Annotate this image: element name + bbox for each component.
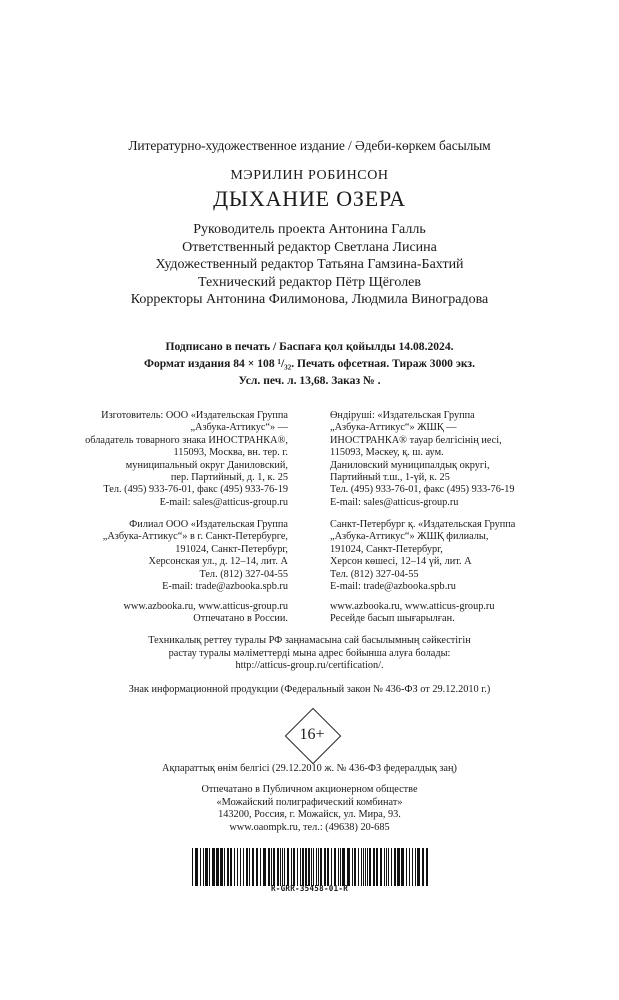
- barcode-bar: [252, 848, 254, 886]
- barcode-bar: [361, 848, 362, 886]
- barcode-bar: [284, 848, 285, 886]
- barcode-bar: [415, 848, 416, 886]
- text-line: ИНОСТРАНКА® тауар белгісінің иесі,: [330, 434, 502, 446]
- barcode-bar: [331, 848, 332, 886]
- barcode-bar: [358, 848, 359, 886]
- age-rating-badge: [285, 708, 339, 762]
- barcode-icon: [192, 848, 428, 886]
- barcode-bar: [369, 848, 371, 886]
- barcode-bar: [373, 848, 375, 886]
- age-rating-label: 16+: [299, 726, 325, 743]
- printer-info: [0, 784, 619, 834]
- printed-in-line: Отпечатано в России.: [193, 613, 288, 625]
- print-info-line: Формат издания 84 × 108 ¹/₃₂. Печать офсетная. Тираж 3000 экз.: [144, 357, 475, 370]
- barcode-bar: [412, 848, 413, 886]
- printed-in-line: Ресейде басып шығарылған.: [330, 613, 455, 625]
- staff-line: Корректоры Антонина Филимонова, Людмила Виноградова: [130, 292, 489, 307]
- text-line: Филиал ООО «Издательская Группа: [129, 519, 288, 530]
- barcode-number: R-GRR-35458-01-R: [270, 884, 349, 893]
- barcode-bar: [338, 848, 339, 886]
- barcode-bar: [224, 848, 225, 886]
- barcode-bar: [234, 848, 235, 886]
- text-line: Отпечатано в Публичном акционерном обществе: [201, 784, 418, 795]
- email-line: E-mail: sales@atticus-group.ru: [159, 496, 288, 508]
- barcode-bar: [246, 848, 248, 886]
- text-line: пер. Партийный, д. 1, к. 25: [170, 472, 288, 484]
- barcode-bar: [291, 848, 292, 886]
- website-line: www.azbooka.ru, www.atticus-group.ru: [123, 601, 288, 612]
- text-line: «Можайский полиграфический комбинат»: [216, 796, 403, 808]
- barcode-bar: [300, 848, 301, 886]
- text-line: „Азбука-Аттикус“» —: [190, 422, 288, 434]
- barcode-bar: [195, 848, 198, 886]
- barcode-bar: [311, 848, 312, 886]
- barcode-bar: [313, 848, 314, 886]
- barcode-bar: [318, 848, 319, 886]
- barcode-bar: [342, 848, 345, 886]
- barcode-bar: [394, 848, 396, 886]
- info-sign-kz: Ақпараттық өнім белгісі (29.12.2010 ж. № 436-ФЗ федералдық заң): [162, 763, 457, 774]
- barcode-bar: [426, 848, 428, 886]
- barcode-bar: [243, 848, 244, 886]
- info-sign-ru: Знак информационной продукции (Федеральный закон № 436-ФЗ от 29.12.2010 г.): [128, 684, 491, 695]
- staff-line: Художественный редактор Татьяна Гамзина-Бахтий: [155, 257, 464, 272]
- barcode-bar: [320, 848, 322, 886]
- barcode-bar: [271, 848, 272, 886]
- text-line: Херсонская ул., д. 12–14, лит. А: [148, 556, 288, 568]
- barcode-bar: [354, 848, 356, 886]
- barcode-bar: [327, 848, 329, 886]
- text-line: Даниловский муниципалдық округі,: [330, 459, 490, 471]
- barcode-bar: [397, 848, 400, 886]
- barcode-bar: [237, 848, 238, 886]
- barcode-bar: [277, 848, 279, 886]
- text-line: 143200, Россия, г. Можайск, ул. Мира, 93.: [218, 809, 401, 821]
- barcode-bar: [249, 848, 250, 886]
- barcode-bar: [302, 848, 304, 886]
- barcode-bar: [376, 848, 378, 886]
- staff-line: Ответственный редактор Светлана Лисина: [182, 239, 437, 255]
- barcode-bar: [316, 848, 317, 886]
- text-line: Тел. (495) 933-76-01, факс (495) 933-76-19: [103, 484, 288, 496]
- barcode-bar: [220, 848, 223, 886]
- barcode-bar: [367, 848, 368, 886]
- web-kz: [330, 601, 590, 626]
- barcode-bar: [386, 848, 387, 886]
- editorial-staff: [0, 221, 619, 309]
- genre-line: Литературно-художественное издание / Әдеби-көркем басылым: [128, 138, 491, 153]
- barcode-bar: [417, 848, 420, 886]
- barcode-bar: [200, 848, 201, 886]
- barcode-bar: [384, 848, 385, 886]
- barcode-bar: [216, 848, 219, 886]
- text-line: www.oaompk.ru, тел.: (49638) 20-685: [229, 821, 390, 833]
- manufacturer-kz: [330, 410, 590, 509]
- text-line: Тел. (812) 327-04-55: [330, 568, 419, 580]
- barcode-bar: [256, 848, 258, 886]
- barcode-bar: [388, 848, 389, 886]
- barcode-bar: [230, 848, 232, 886]
- book-title: ДЫХАНИЕ ОЗЕРА: [213, 186, 406, 211]
- author-name: МЭРИЛИН РОБИНСОН: [230, 168, 389, 183]
- email-line: E-mail: trade@azbooka.spb.ru: [162, 581, 288, 593]
- barcode-bar: [260, 848, 261, 886]
- barcode-bar: [287, 848, 289, 886]
- text-line: муниципальный округ Даниловский,: [125, 459, 288, 471]
- certification-link: http://atticus-group.ru/certification/.: [235, 660, 384, 672]
- print-info: [0, 338, 619, 389]
- barcode-bar: [422, 848, 424, 886]
- barcode-bar: [334, 848, 336, 886]
- barcode-bar: [409, 848, 410, 886]
- certification-note: [0, 635, 619, 673]
- staff-line: Технический редактор Пётр Щёголев: [197, 274, 422, 290]
- text-line: Техникалық реттеу туралы РФ заңнамасына сай басылымның сәйкестігін: [148, 635, 471, 646]
- barcode-bar: [324, 848, 326, 886]
- text-line: растау туралы мәліметтерді мына адрес бойынша алуға болады:: [168, 647, 451, 659]
- text-line: Тел. (812) 327-04-55: [199, 568, 288, 580]
- manufacturer-ru: [38, 410, 288, 509]
- text-line: 115093, Москва, вн. тер. г.: [173, 447, 288, 459]
- barcode-bar: [273, 848, 275, 886]
- barcode-bar: [406, 848, 407, 886]
- barcode-bar: [209, 848, 210, 886]
- text-line: 191024, Санкт-Петербург,: [330, 543, 443, 555]
- branch-ru: [38, 519, 288, 593]
- text-line: Өндіруші: «Издательская Группа: [330, 410, 475, 421]
- barcode-bar: [282, 848, 283, 886]
- barcode-bar: [391, 848, 392, 886]
- barcode-bar: [305, 848, 307, 886]
- text-line: „Азбука-Аттикус“» ЖШҚ филиалы,: [330, 531, 489, 543]
- staff-line: Руководитель проекта Антонина Галль: [193, 222, 426, 237]
- barcode-bar: [212, 848, 215, 886]
- barcode-bar: [352, 848, 353, 886]
- text-line: Изготовитель: ООО «Издательская Группа: [101, 410, 288, 421]
- barcode-bar: [363, 848, 364, 886]
- text-line: Тел. (495) 933-76-01, факс (495) 933-76-19: [330, 484, 515, 496]
- barcode-bar: [401, 848, 404, 886]
- barcode-bar: [380, 848, 382, 886]
- print-info-line: Усл. печ. л. 13,68. Заказ № .: [238, 374, 381, 387]
- barcode-bar: [293, 848, 295, 886]
- email-line: E-mail: sales@atticus-group.ru: [330, 496, 459, 508]
- text-line: 115093, Мәскеу, қ. ш. аум.: [330, 447, 444, 459]
- barcode-bar: [263, 848, 266, 886]
- print-info-line: Подписано в печать / Баспаға қол қойылды 14.08.2024.: [165, 340, 454, 353]
- barcode-bar: [297, 848, 298, 886]
- barcode-bar: [347, 848, 350, 886]
- text-line: 191024, Санкт-Петербург,: [175, 543, 288, 555]
- text-line: Херсон көшесі, 12–14 үй, лит. А: [330, 556, 472, 568]
- website-line: www.azbooka.ru, www.atticus-group.ru: [330, 601, 495, 612]
- text-line: „Азбука-Аттикус“» ЖШҚ —: [330, 422, 457, 434]
- barcode-bar: [240, 848, 241, 886]
- barcode-bar: [280, 848, 281, 886]
- text-line: обладатель товарного знака ИНОСТРАНКА®,: [85, 434, 288, 446]
- text-line: Партийный т.ш., 1-үй, к. 25: [330, 472, 450, 484]
- barcode-bar: [365, 848, 366, 886]
- text-line: „Азбука-Аттикус“» в г. Санкт-Петербурге,: [102, 531, 288, 543]
- barcode-bar: [227, 848, 229, 886]
- barcode-bar: [308, 848, 310, 886]
- barcode-bar: [340, 848, 341, 886]
- barcode-bar: [203, 848, 204, 886]
- web-ru: [38, 601, 288, 626]
- email-line: E-mail: trade@azbooka.spb.ru: [330, 581, 456, 593]
- branch-kz: [330, 519, 590, 593]
- barcode-bar: [268, 848, 270, 886]
- barcode-bar: [205, 848, 208, 886]
- barcode-bar: [192, 848, 193, 886]
- text-line: Санкт-Петербург қ. «Издательская Группа: [330, 519, 516, 530]
